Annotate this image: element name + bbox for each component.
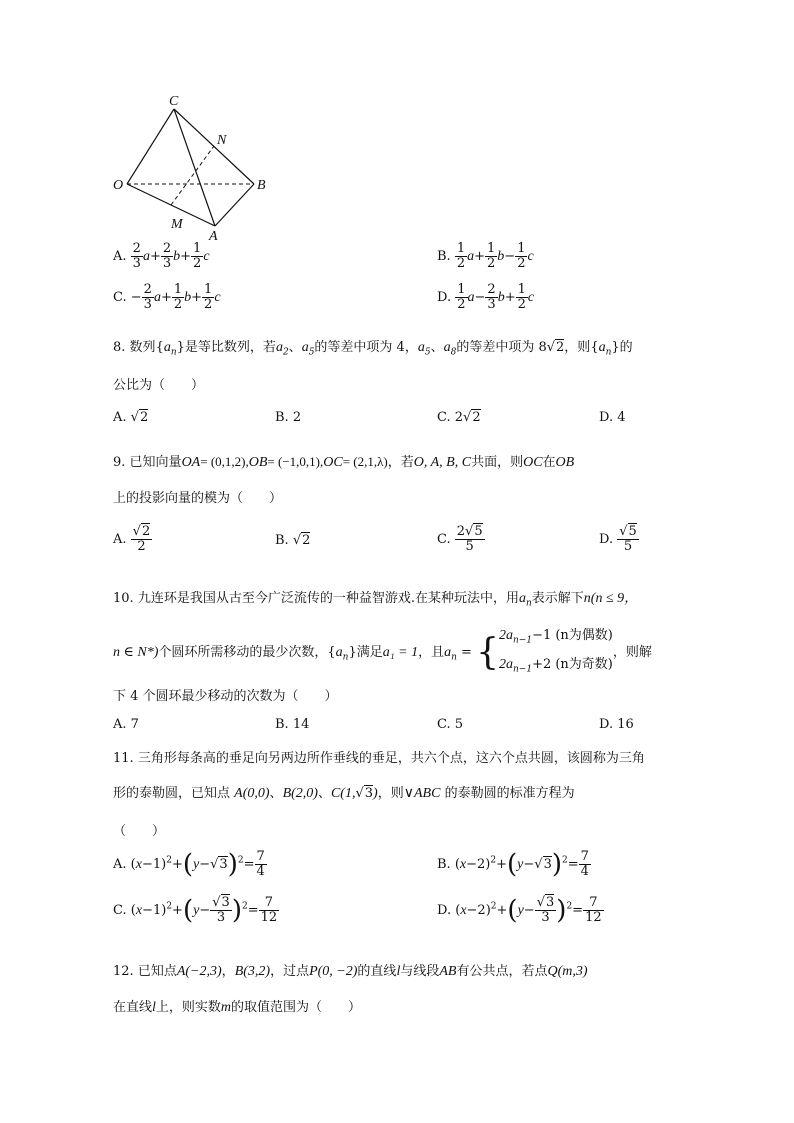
label-m: M bbox=[171, 217, 183, 232]
q10-line-1b: 表示解下 bbox=[531, 591, 584, 606]
q7-option-c: C. − $\frac{2}{3}$ a+ $\frac{1}{2}$ b+ $\frac{1}{2}$ c bbox=[113, 282, 221, 312]
q9-text-3: 共面，则 bbox=[471, 455, 524, 470]
q9-text-2: ，若 bbox=[387, 455, 414, 470]
label-a: A bbox=[209, 229, 218, 242]
q10-line-2b: 个圆环所需移动的最少次数， bbox=[158, 645, 328, 661]
q9-option-a-label: A. bbox=[113, 532, 127, 547]
q11-point-c-close: ) bbox=[373, 786, 378, 801]
q10-option-b: B. 14 bbox=[275, 717, 310, 732]
q9-points: O, A, B, C bbox=[413, 455, 472, 470]
q10-line-2a: n ∈ N*) bbox=[113, 645, 159, 661]
q11-sep-1: 、 bbox=[269, 786, 283, 801]
q9-option-c-label: C. bbox=[437, 532, 451, 547]
q9-question: 9. 已知向量OA= (0,1,2),OB= (−1,0,1),OC= (2,1,λ)，若O, A, B, C共面，则OC在OB bbox=[113, 454, 575, 470]
q7-option-d-label: D. bbox=[437, 290, 452, 305]
q11-sep-2: 、 bbox=[317, 786, 331, 801]
q12-var-m: m bbox=[220, 1000, 232, 1015]
q12-line-2 bbox=[113, 996, 361, 1016]
q8-option-c-value: 2 bbox=[454, 410, 464, 425]
label-n: N bbox=[217, 133, 227, 148]
q10-option-a: A. 7 bbox=[113, 717, 139, 732]
q9-text-4: 在 bbox=[542, 455, 556, 470]
q9-eq-1: = (0,1,2), bbox=[200, 454, 249, 469]
q8-option-a-value: 2 bbox=[139, 410, 149, 425]
q8-text-8: 的 bbox=[619, 340, 633, 355]
q8-option-a-label: A. bbox=[113, 410, 127, 425]
q12-text-4: 的直线 bbox=[357, 964, 397, 979]
q9-option-d-label: D. bbox=[599, 532, 614, 547]
q11-triangle: ∨ABC bbox=[403, 786, 441, 801]
q10-option-d: D. 16 bbox=[599, 717, 634, 732]
q11-point-c: C(1, bbox=[330, 786, 356, 801]
q11-option-a-label: A. bbox=[113, 857, 127, 872]
q8-option-d: D. 4 bbox=[599, 410, 626, 425]
q11-option-c-label: C. bbox=[113, 903, 127, 918]
q11-line-3: （ ） bbox=[113, 824, 166, 839]
q7-option-a: A. $\frac{2}{3}$ a+ $\frac{2}{3}$ b+ $\frac{1}{2}$ c bbox=[113, 241, 210, 271]
label-o: O bbox=[113, 178, 124, 193]
q10-line-2e: ，且 bbox=[418, 645, 445, 661]
q12-point-b: B(3,2) bbox=[234, 964, 271, 979]
q9-option-a: A. $\frac{√2}{2}$ bbox=[113, 524, 151, 554]
q11-point-b: B(2,0) bbox=[282, 786, 318, 801]
q8-option-c: C. 2√2 bbox=[437, 410, 481, 425]
q9-eq-2: = (−1,0,1), bbox=[267, 454, 324, 469]
q9-option-c: C. $\frac{2√5}{5}$ bbox=[437, 524, 483, 554]
q8-text-4: 的等差中项为 4， bbox=[314, 340, 418, 355]
q12-number: 12. bbox=[113, 964, 134, 979]
q8-option-c-label: C. bbox=[437, 410, 451, 425]
q10-line-2f: ，则解 bbox=[612, 645, 652, 661]
q11-line-1-text: 三角形每条高的垂足向另两边所作垂线的垂足，共六个点，这六个点共圆，该圆称为三角 bbox=[137, 751, 645, 766]
q8-text-1: 数列 bbox=[129, 340, 156, 355]
q12-point-q: Q(m,3) bbox=[547, 964, 588, 979]
q11-line-2c: 的泰勒圆的标准方程为 bbox=[444, 786, 575, 801]
q12-line-l-2: l bbox=[152, 1000, 156, 1015]
q7-option-b-label: B. bbox=[437, 249, 451, 264]
q9-number: 9. bbox=[113, 455, 126, 470]
label-b: B bbox=[257, 178, 266, 193]
q7-option-d: D. $\frac{1}{2}$ a− $\frac{2}{3}$ b+ $\frac{1}{2}$ c bbox=[437, 282, 535, 312]
q11-point-a: A(0,0) bbox=[234, 786, 270, 801]
q8-line-2: 公比为（ ） bbox=[113, 378, 205, 393]
q10-option-c: C. 5 bbox=[437, 717, 464, 732]
q12-segment-ab: AB bbox=[439, 964, 457, 979]
q12-line-2c: 的取值范围为（ ） bbox=[231, 1000, 362, 1015]
q11-option-c: C. $(x-1)^2+(y-$ $\frac{√3}{3}$ )$^2$= $\frac{7}{12}$ bbox=[113, 895, 278, 926]
q12-text-3: ，过点 bbox=[270, 964, 310, 979]
q12-line-1 bbox=[113, 960, 588, 980]
q12-text-6: 有公共点，若点 bbox=[456, 964, 548, 979]
q9-option-d: D. $\frac{√5}{5}$ bbox=[599, 524, 637, 554]
q7-option-a-label: A. bbox=[113, 249, 127, 264]
q12-text-1: 已知点 bbox=[137, 964, 177, 979]
q9-option-b: B. √2 bbox=[275, 533, 311, 548]
q9-line-2: 上的投影向量的模为（ ） bbox=[113, 491, 283, 506]
q10-line-1-text: 九连环是我国从古至今广泛流传的一种益智游戏.在某种玩法中，用 bbox=[137, 591, 519, 606]
q11-line-2b: ，则 bbox=[377, 786, 404, 801]
q10-line-2: n ∈ N*)个圆环所需移动的最少次数，$\{a_n\}$满足a₁ = 1，且$a_n$ = { $2a_{n-1}-1$ (n为偶数) $2a_{n-1}+2$ (n为奇数) ，则解 bbox=[113, 628, 652, 675]
q8-text-5: 、 bbox=[430, 340, 444, 355]
tetrahedron-figure bbox=[105, 90, 285, 242]
q8-text-7: ，则 bbox=[564, 340, 591, 355]
q11-number: 11. bbox=[113, 751, 134, 766]
q12-text-5: 与线段 bbox=[400, 964, 440, 979]
q9-option-b-label: B. bbox=[275, 533, 289, 548]
q11-option-d-label: D. bbox=[437, 903, 452, 918]
q10-case-1b: −1 (n为偶数) bbox=[532, 628, 613, 643]
q7-option-c-label: C. bbox=[113, 290, 127, 305]
q10-line-2c: 满足 bbox=[356, 645, 383, 661]
q10-line-2d: a₁ = 1 bbox=[382, 645, 419, 661]
q11-line-1 bbox=[113, 747, 645, 766]
q12-line-2a: 在直线 bbox=[113, 1000, 153, 1015]
q10-line-1: 10. 九连环是我国从古至今广泛流传的一种益智游戏.在某种玩法中，用$a_n$表示解下n(n ≤ 9， bbox=[113, 591, 639, 609]
q11-line-2a: 形的泰勒圆，已知点 bbox=[113, 786, 231, 801]
q8-text-3: 、 bbox=[288, 340, 302, 355]
q12-point-p: P(0, −2) bbox=[309, 964, 358, 979]
q8-text-2: 是等比数列，若 bbox=[184, 340, 276, 355]
q10-line-3: 下 4 个圆环最少移动的次数为（ ） bbox=[113, 689, 338, 704]
q8-text-6: 的等差中项为 bbox=[456, 340, 535, 355]
q10-case-2b: +2 (n为奇数) bbox=[532, 656, 613, 672]
q11-option-b: B. $(x-2)^2+(y-√3)^2=$ $\frac{7}{4}$ bbox=[437, 849, 589, 880]
q10-line-1c: n(n ≤ 9， bbox=[583, 591, 639, 606]
q12-line-2b: 上，则实数 bbox=[155, 1000, 221, 1015]
q8-option-b: B. 2 bbox=[275, 410, 302, 425]
q12-point-a: A(−2,3) bbox=[176, 964, 222, 979]
q10-number: 10. bbox=[113, 591, 134, 606]
q10-case-2: 2a bbox=[498, 656, 513, 672]
q11-line-2: 形的泰勒圆，已知点 A(0,0)、B(2,0)、C(1,√3)，则∨ABC 的泰勒圆的标准方程为 bbox=[113, 786, 575, 801]
q8-option-a: A. √2 bbox=[113, 410, 149, 425]
q9-eq-3: = (2,1,λ) bbox=[342, 454, 388, 469]
q7-option-b: B. $\frac{1}{2}$ a+ $\frac{1}{2}$ b− $\frac{1}{2}$ c bbox=[437, 241, 534, 271]
q8-question: 8. 数列$\{a_n\}$是等比数列，若$a_2$、$a_5$的等差中项为 4，$a_5$、$a_8$的等差中项为 8√2，则$\{a_n\}$的 bbox=[113, 340, 633, 358]
q10-case-1: 2a bbox=[498, 628, 513, 643]
q9-text-1: 已知向量 bbox=[129, 455, 182, 470]
q11-option-a: A. $(x-1)^2+(y-√3)^2=$ $\frac{7}{4}$ bbox=[113, 849, 265, 880]
q11-option-b-label: B. bbox=[437, 857, 451, 872]
label-c: C bbox=[169, 94, 179, 109]
q12-line-l: l bbox=[396, 964, 401, 979]
q8-number: 8. bbox=[113, 340, 126, 355]
q12-text-2: ， bbox=[221, 964, 235, 979]
q11-option-d: D. $(x-2)^2+(y-$ $\frac{√3}{3}$ )$^2$= $\frac{7}{12}$ bbox=[437, 895, 602, 926]
